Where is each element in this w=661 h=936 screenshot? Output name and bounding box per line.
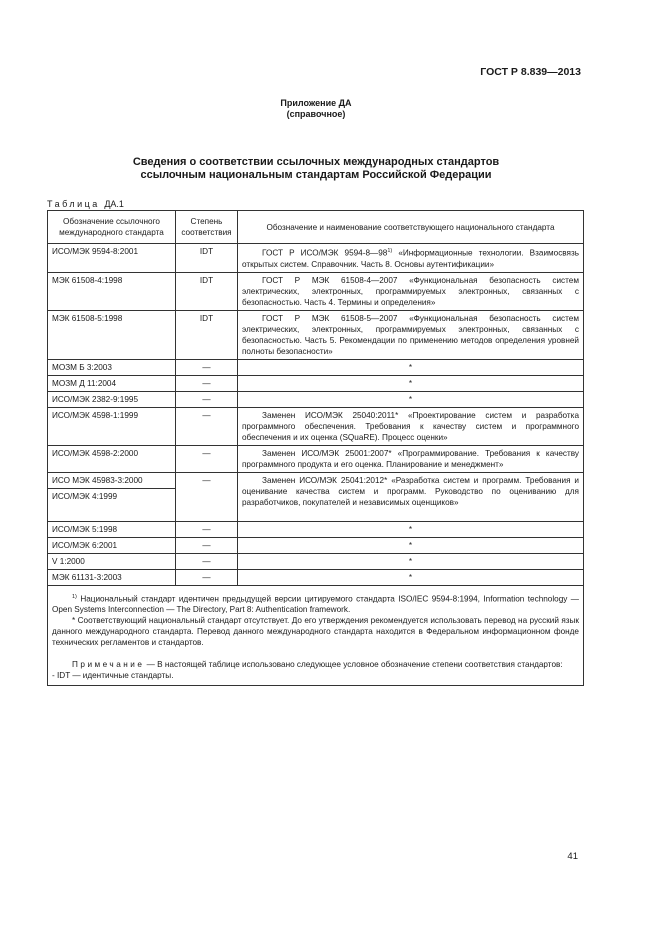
cell-degree: — <box>176 569 238 585</box>
footnote-1 <box>52 592 579 616</box>
cell-intl: ИСО/МЭК 9594-8:2001 <box>48 244 176 273</box>
cell-intl: ИСО/МЭК 2382-9:1995 <box>48 391 176 407</box>
cell-degree: — <box>176 553 238 569</box>
note-label: Примечание <box>72 660 145 670</box>
cell-intl: МЭК 61508-5:1998 <box>48 310 176 359</box>
cell-national: Заменен ИСО/МЭК 25041:2012* «Разработка систем и программ. Требования и оценивание качества систем и программ. Руководство по оцениванию для разработчиков, покупателей и независимых оценщиков» <box>238 472 584 521</box>
table-header-row <box>48 211 584 244</box>
table-row <box>48 445 584 472</box>
table-row <box>48 407 584 445</box>
cell-national <box>238 244 584 273</box>
table-row <box>48 521 584 537</box>
cell-degree: — <box>176 407 238 445</box>
cell-degree: IDT <box>176 272 238 310</box>
table-footnotes-row <box>48 585 584 686</box>
table-row <box>48 359 584 375</box>
cell-degree: — <box>176 359 238 375</box>
cell-intl: ИСО/МЭК 6:2001 <box>48 537 176 553</box>
cell-national: ГОСТ Р МЭК 61508-4—2007 «Функциональная безопасность систем электрических, электронных, программируемых электронных, связанных с безопасностью. Часть 4. Термины и определения» <box>238 272 584 310</box>
footnote-ref: 1) <box>387 248 393 254</box>
table-row <box>48 569 584 585</box>
header-intl-standard: Обозначение ссылочного международного стандарта <box>48 211 176 244</box>
cell-national: * <box>238 375 584 391</box>
cell-degree: IDT <box>176 244 238 273</box>
table-row <box>48 472 584 488</box>
cell-degree: IDT <box>176 310 238 359</box>
table-row <box>48 375 584 391</box>
table-row <box>48 272 584 310</box>
footnote-1-mark: 1) <box>72 593 77 600</box>
cell-national: Заменен ИСО/МЭК 25040:2011* «Проектирование систем и разработка программного обеспечения. Требования к качеству систем и программного обеспечения и их оценка (SQuaRE). Процесс оценки» <box>238 407 584 445</box>
table-label-word: Таблица <box>47 199 100 209</box>
cell-intl: ИСО/МЭК 4598-2:2000 <box>48 445 176 472</box>
page-title-line-2: ссылочным национальным стандартам Российской Федерации <box>140 169 492 181</box>
note-item: - IDT — идентичные стандарты. <box>52 671 174 681</box>
cell-intl: МЭК 61508-4:1998 <box>48 272 176 310</box>
cell-degree: — <box>176 472 238 521</box>
table-row <box>48 391 584 407</box>
cell-degree: — <box>176 375 238 391</box>
cell-intl: МОЗМ Б 3:2003 <box>48 359 176 375</box>
header-degree: Степень соответствия <box>176 211 238 244</box>
table-label <box>47 199 124 209</box>
cell-national: ГОСТ Р МЭК 61508-5—2007 «Функциональная безопасность систем электрических, электронных, программируемых электронных, связанных с безопасностью. Часть 5. Рекомендации по применению методов определения уровней полноты безопасности» <box>238 310 584 359</box>
correspondence-table <box>47 210 584 686</box>
footnote-2: * Соответствующий национальный стандарт отсутствует. До его утверждения рекомендуется использовать перевод на русский язык данного международного стандарта. Перевод данного международного стандарта находится в Федеральном информационном фонде технических регламентов и стандартов. <box>52 616 579 648</box>
table-row <box>48 537 584 553</box>
cell-intl: ИСО/МЭК 5:1998 <box>48 521 176 537</box>
cell-national: Заменен ИСО/МЭК 25001:2007* «Программирование. Требования к качеству программного продукта и его оценка. Планирование и менеджмент» <box>238 445 584 472</box>
cell-national-post: «Информационные технологии. Взаимосвязь открытых систем. Справочник. Часть 8. Основы аутентификации» <box>242 248 579 269</box>
appendix-subtitle: (справочное) <box>286 109 346 119</box>
cell-intl: ИСО МЭК 45983-3:2000 <box>48 472 176 488</box>
cell-national: * <box>238 359 584 375</box>
header-national-standard: Обозначение и наименование соответствующего национального стандарта <box>238 211 584 244</box>
table-row <box>48 244 584 273</box>
table-row <box>48 310 584 359</box>
cell-intl: ИСО/МЭК 4598-1:1999 <box>48 407 176 445</box>
cell-national: * <box>238 521 584 537</box>
appendix-title: Приложение ДА <box>280 98 352 108</box>
footnote-1-text: Национальный стандарт идентичен предыдущей версии цитируемого стандарта ISO/IEC 9594-8:1994, Information technology — Open Systems Interconnection — The Directory, Part 8: Authentication framework. <box>52 594 579 615</box>
table-label-number: ДА.1 <box>104 199 124 209</box>
page-title-line-1: Сведения о соответствии ссылочных международных стандартов <box>132 156 500 168</box>
page-number: 41 <box>567 851 578 862</box>
cell-national-pre: ГОСТ Р ИСО/МЭК 9594-8—98 <box>262 248 388 258</box>
cell-national: * <box>238 569 584 585</box>
cell-national: * <box>238 537 584 553</box>
cell-degree: — <box>176 391 238 407</box>
document-header: ГОСТ Р 8.839—2013 <box>480 66 581 78</box>
cell-degree: — <box>176 521 238 537</box>
cell-degree: — <box>176 537 238 553</box>
cell-intl: МЭК 61131-3:2003 <box>48 569 176 585</box>
footnotes-cell <box>48 585 584 686</box>
note-text: — В настоящей таблице использовано следующее условное обозначение степени соответствия стандартов: <box>144 660 563 670</box>
appendix-heading <box>0 98 632 120</box>
cell-intl: ИСО/МЭК 4:1999 <box>48 488 176 521</box>
cell-degree: — <box>176 445 238 472</box>
note <box>52 659 579 670</box>
cell-national: * <box>238 553 584 569</box>
cell-intl: V 1:2000 <box>48 553 176 569</box>
cell-intl: МОЗМ Д 11:2004 <box>48 375 176 391</box>
cell-national: * <box>238 391 584 407</box>
page-title <box>0 156 632 182</box>
table-row <box>48 553 584 569</box>
